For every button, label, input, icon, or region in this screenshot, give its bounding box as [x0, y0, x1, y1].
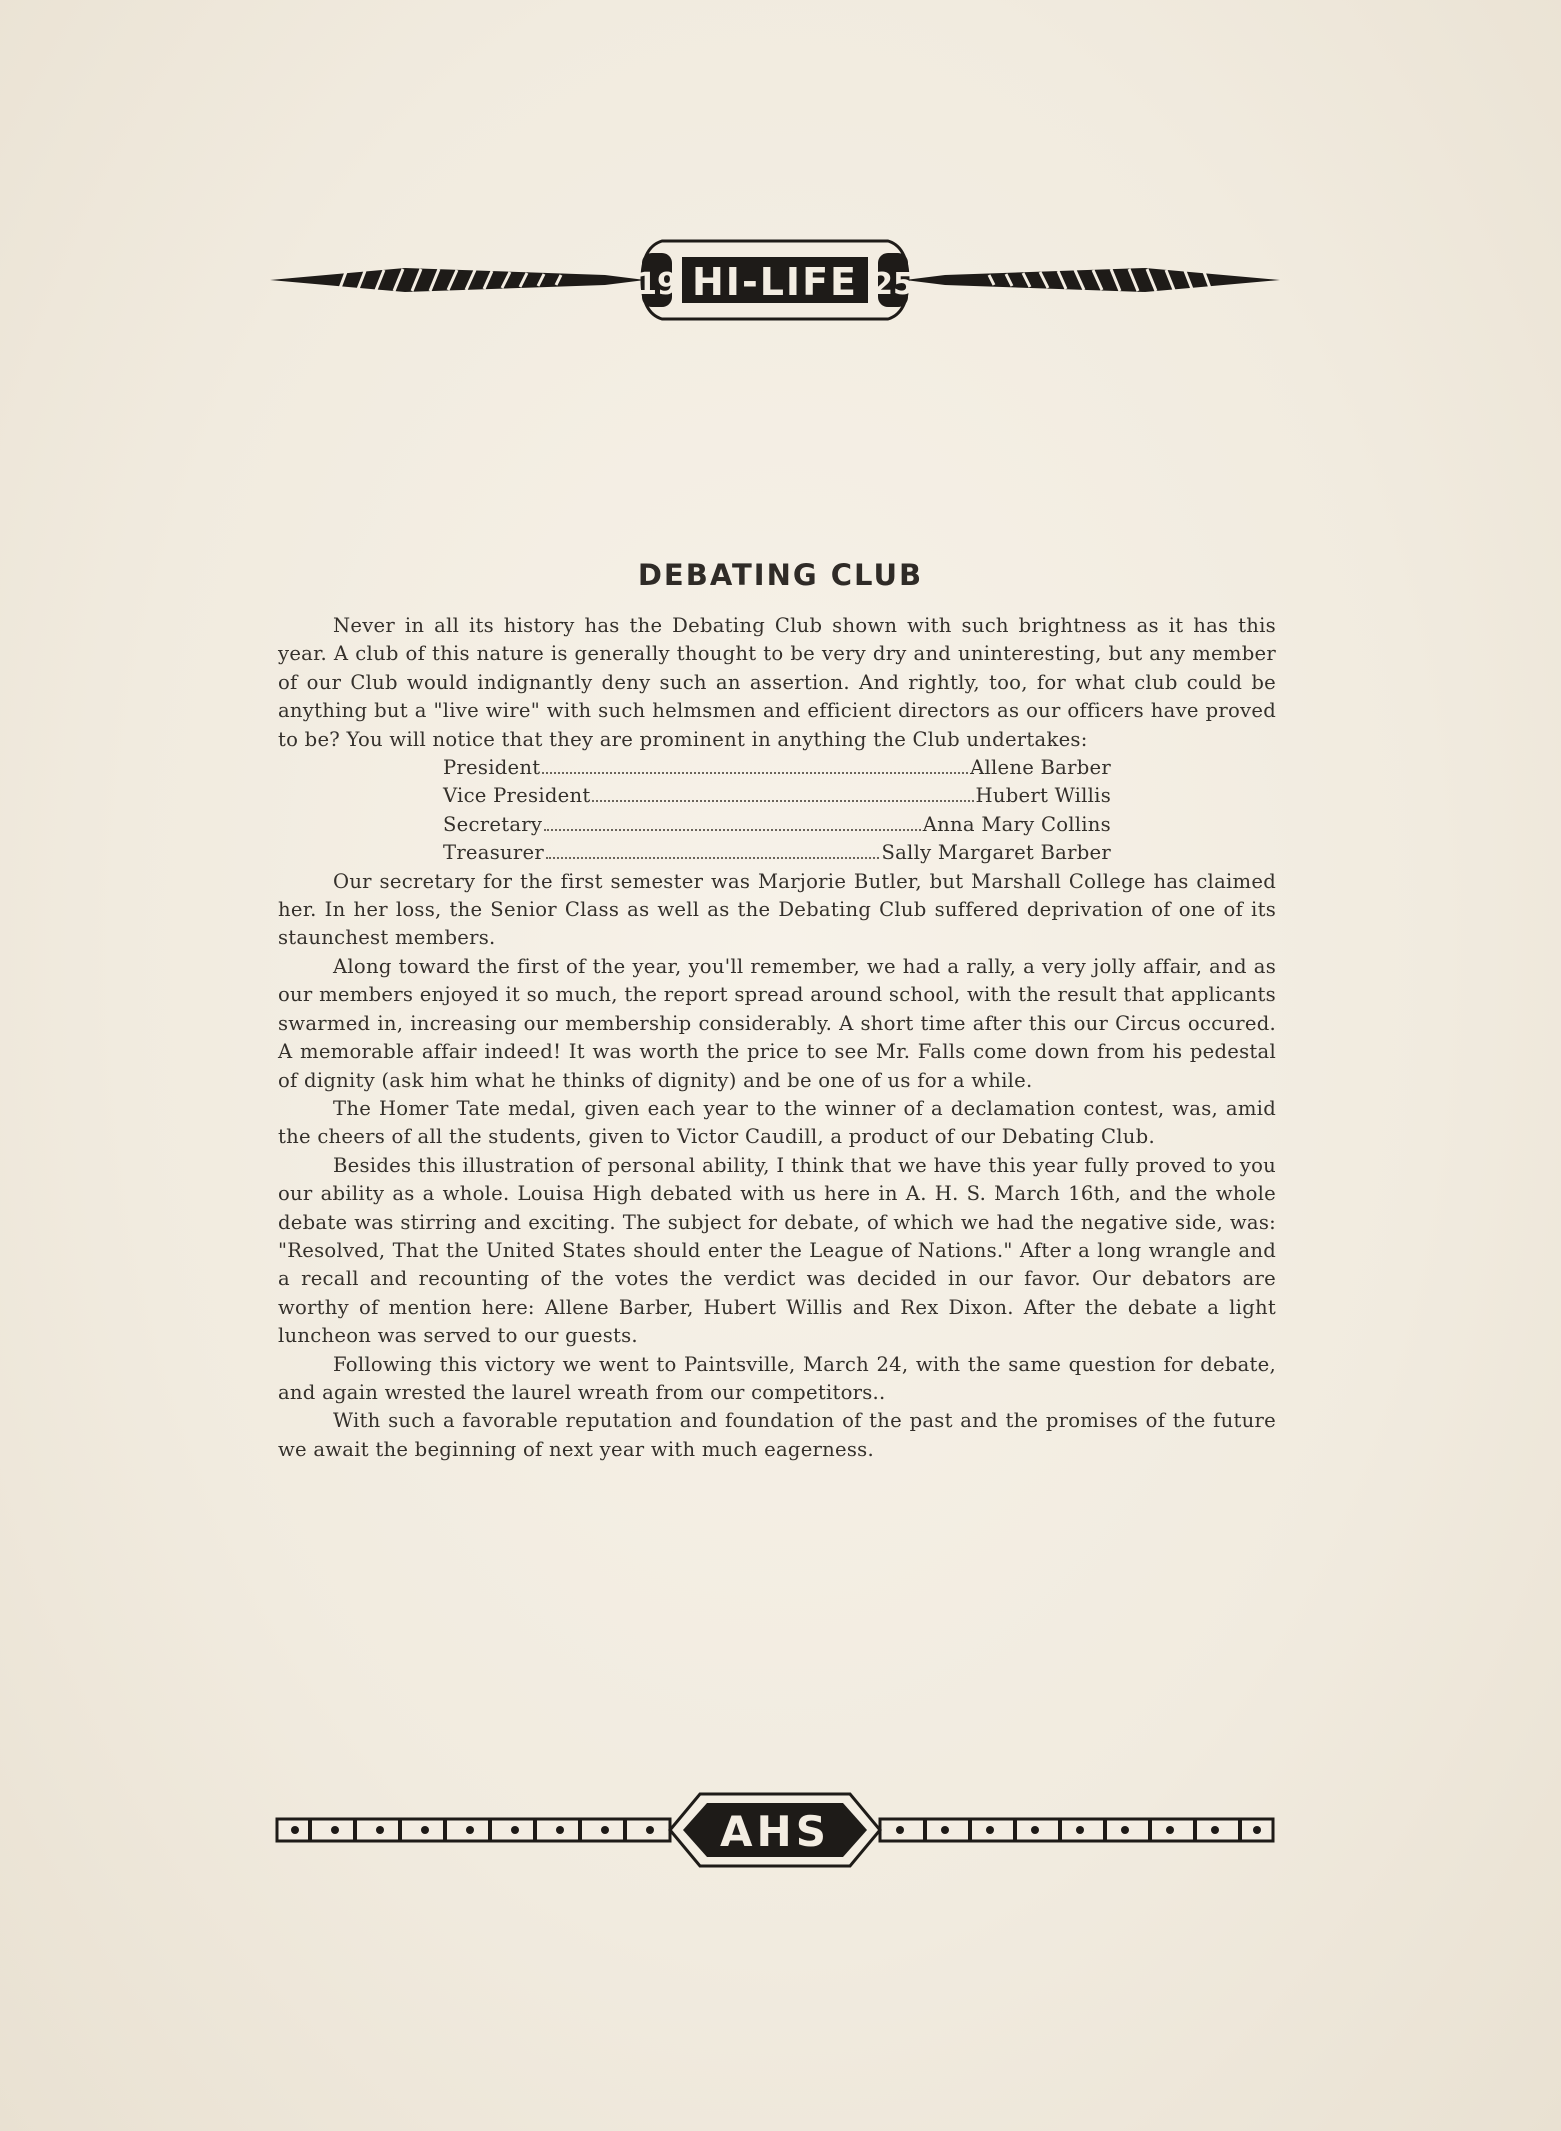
officer-row [443, 754, 1111, 782]
footer-school-monogram: AHS [720, 1807, 830, 1856]
header-banner [270, 235, 1280, 325]
paragraph-debate: Besides this illustration of personal ability, I think that we have this year fully proved to you our ability as a whole. Louisa High debated with us here in A. H. S. March 16th, and the whole debate was stirring and exciting. The subject for debate, of which we had the negative side, was: "Resolved, That the United States should enter the League of Nations." After a long wrangle and a recall and recounting of the votes the verdict was decided in our favor. Our debators are worthy of mention here: Allene Barber, Hubert Willis and Rex Dixon. After the debate a light luncheon was served to our guests. [278, 1153, 1276, 1348]
officer-row [443, 839, 1111, 867]
officer-row [443, 782, 1111, 810]
officer-name: Allene Barber [970, 756, 1111, 780]
footer-ornament [275, 1790, 1275, 1870]
officer-role: Treasurer [443, 841, 544, 865]
officers-list [443, 754, 1111, 868]
header-year-right: 25 [872, 267, 914, 302]
dot-leader [542, 772, 968, 774]
page-title: DEBATING CLUB [637, 558, 924, 592]
header-yearbook-name: HI-LIFE [692, 260, 858, 304]
officer-name: Hubert Willis [975, 784, 1111, 808]
paragraph-medal: The Homer Tate medal, given each year to the winner of a declamation contest, was, amid the cheers of all the students, given to Victor Caudill, a product of our Debating Club. [278, 1096, 1276, 1149]
article-body [278, 612, 1276, 1464]
officer-role: Vice President [443, 784, 591, 808]
officer-role: President [443, 756, 541, 780]
officer-name: Anna Mary Collins [922, 812, 1111, 836]
paragraph-intro: Never in all its history has the Debating Club shown with such brightness as it has this year. A club of this nature is generally thought to be very dry and uninteresting, but any member of our Club would indignantly deny such an assertion. And rightly, too, for what club could be anything but a "live wire" with such helmsmen and efficient directors as our officers have proved to be? You will notice that they are prominent in anything the Club undertakes: [278, 614, 1276, 751]
dot-leader [546, 857, 879, 859]
officer-row [443, 811, 1111, 839]
header-year-left: 19 [636, 267, 678, 302]
paragraph-paintsville: Following this victory we went to Paintsville, March 24, with the same question for debate, and again wrested the laurel wreath from our competitors.. [278, 1352, 1276, 1404]
footer-banner [275, 1790, 1275, 1870]
paragraph-secretary: Our secretary for the first semester was Marjorie Butler, but Marshall College has claimed her. In her loss, the Senior Class as well as the Debating Club suffered deprivation of one of its staunchest members. [278, 869, 1276, 950]
dot-leader [592, 800, 973, 802]
header-ornament [270, 235, 1280, 325]
dot-leader [544, 829, 921, 831]
officer-role: Secretary [443, 812, 543, 836]
paragraph-closing: With such a favorable reputation and foundation of the past and the promises of the future we await the beginning of next year with much eagerness. [278, 1409, 1276, 1461]
paragraph-rally: Along toward the first of the year, you'll remember, we had a rally, a very jolly affair, and as our members enjoyed it so much, the report spread around school, with the result that applicants swarmed in, increasing our membership considerably. A short time after this our Circus occured. A memorable affair indeed! It was worth the price to see Mr. Falls come down from his pedestal of dignity (ask him what he thinks of dignity) and be one of us for a while. [278, 954, 1276, 1092]
officer-name: Sally Margaret Barber [881, 841, 1111, 865]
